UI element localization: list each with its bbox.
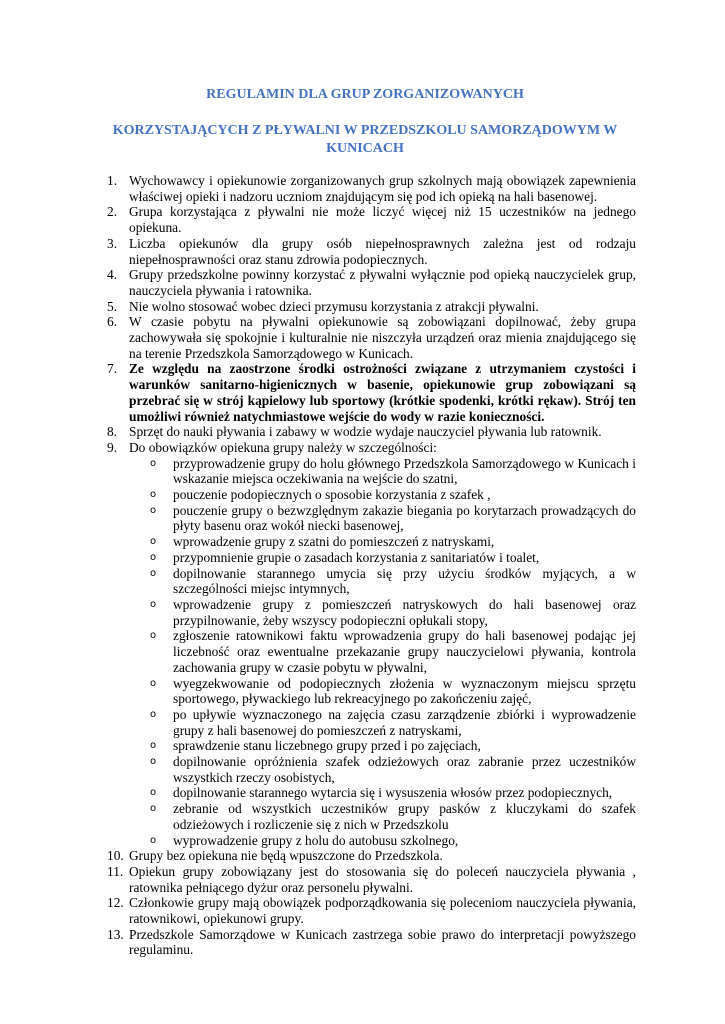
document-subtitle: KORZYSTAJĄCYCH Z PŁYWALNI W PRZEDSZKOLU SAMORZĄDOWYM W KUNICACH [112, 123, 618, 156]
item-text: Grupy bez opiekuna nie będą wpuszczone do Przedszkola. [129, 848, 443, 864]
list-item [96, 299, 636, 315]
list-item [96, 314, 636, 361]
list-item [96, 173, 636, 204]
bullet-icon: o [150, 834, 157, 846]
list-item [96, 848, 636, 864]
duty-item [129, 456, 636, 487]
bullet-icon: o [150, 504, 157, 516]
bullet-icon: o [150, 708, 157, 720]
list-item [96, 267, 636, 298]
item-number: 8. [107, 424, 118, 440]
bullet-icon: o [150, 756, 157, 768]
item-number: 13. [107, 926, 124, 942]
item-number: 6. [107, 314, 118, 330]
duty-item [129, 628, 636, 675]
duty-item [129, 676, 636, 707]
item-number: 3. [107, 235, 118, 251]
bullet-icon: o [150, 677, 157, 689]
duty-text: zebranie od wszystkich uczestników grupy pasków z kluczykami do szafek odzieżowych i rozliczenie się z nich w Przedszkolu [173, 801, 636, 832]
bullet-icon: o [150, 551, 157, 563]
duty-item [129, 738, 636, 754]
bullet-icon: o [150, 787, 157, 799]
item-text: Grupy przedszkolne powinny korzystać z pływalni wyłącznie pod opieką nauczycielek grup, nauczyciela pływania i ratownika. [129, 267, 636, 298]
duty-item [129, 534, 636, 550]
bullet-icon: o [150, 740, 157, 752]
item-number: 11. [107, 863, 124, 879]
bullet-icon: o [150, 536, 157, 548]
list-item [96, 236, 636, 267]
bullet-icon: o [150, 489, 157, 501]
item-number: 5. [107, 298, 118, 314]
item-text: Do obowiązków opiekuna grupy należy w szczególności: [129, 439, 437, 455]
duty-item [129, 550, 636, 566]
duty-text: pouczenie podopiecznych o sposobie korzystania z szafek , [173, 487, 491, 503]
list-item [96, 424, 636, 440]
duty-text: pouczenie grupy o bezwzględnym zakazie biegania po korytarzach prowadzących do płyty basenu oraz wokół niecki basenowej, [173, 502, 636, 534]
item-text: Nie wolno stosować wobec dzieci przymusu korzystania z atrakcji pływalni. [129, 298, 539, 314]
document-title: REGULAMIN DLA GRUP ZORGANIZOWANYCH [206, 87, 524, 102]
bullet-icon: o [150, 803, 157, 815]
duty-item [129, 754, 636, 785]
item-text: Grupa korzystająca z pływalni nie może liczyć więcej niż 15 uczestników na jednego opiekuna. [129, 204, 636, 236]
duty-text: po upływie wyznaczonego na zajęcia czasu zarządzenie zbiórki i wyprowadzenie grupy z hali basenowej do pomieszczeń z natryskami, [173, 706, 636, 738]
item-number: 2. [107, 204, 118, 220]
item-text-bold: Ze względu na zaostrzone środki ostrożności związane z utrzymaniem czystości i warunków sanitarno-higienicznych w basenie, opiekunowie grup zobowiązani są przebrać się w strój kąpielowy lub sportowy (krótkie spodenki, krótki rękaw). Strój ten umożliwi również natychmiastowe wejście do wody w razie konieczności. [129, 361, 636, 424]
bullet-icon: o [150, 630, 157, 642]
list-item [96, 361, 636, 424]
duty-item [129, 487, 636, 503]
duty-text: przypomnienie grupie o zasadach korzystania z sanitariatów i toalet, [173, 549, 540, 565]
bullet-icon: o [150, 567, 157, 579]
item-text: Wychowawcy i opiekunowie zorganizowanych grup szkolnych mają obowiązek zapewnienia właściwej opieki i nadzoru uczniom znajdującym się pod ich opieką na hali basenowej. [129, 173, 636, 204]
item-text: Opiekun grupy zobowiązany jest do stosowania się do poleceń nauczyciela pływania , ratownika pełniącego dyżur oraz personelu pływalni. [129, 863, 636, 895]
duty-item [129, 597, 636, 628]
list-item [96, 204, 636, 235]
duty-text: wyegzekwowanie od podopiecznych złożenia w wyznaczonym miejscu sprzętu sportowego, pływackiego lub rekreacyjnego po zakończeniu zajęć, [173, 675, 636, 707]
duty-text: dopilnowanie starannego wytarcia się i wysuszenia włosów przez podopiecznych, [173, 785, 613, 801]
bullet-icon: o [150, 598, 157, 610]
list-item [96, 927, 636, 958]
regulations-content [96, 173, 636, 958]
duty-item [129, 566, 636, 597]
duty-text: zgłoszenie ratownikowi faktu wprowadzenia grupy do hali basenowej podając jej liczebność oraz ewentualne przekazanie grupy nauczycielowi pływania, kontrola zachowania grupy w czasie pobytu w pływalni, [173, 628, 636, 675]
item-text: Przedszkole Samorządowe w Kunicach zastrzega sobie prawo do interpretacji powyższego regulaminu. [129, 926, 636, 958]
duty-item [129, 707, 636, 738]
item-number: 7. [107, 361, 118, 377]
duty-text: sprawdzenie stanu liczebnego grupy przed i po zajęciach, [173, 738, 481, 754]
duty-text: dopilnowanie starannego umycia się przy użyciu środków myjących, a w szczególności miejsc intymnych, [173, 565, 636, 597]
duty-text: przyprowadzenie grupy do holu głównego Przedszkola Samorządowego w Kunicach i wskazanie miejsca oczekiwania na wejście do szatni, [173, 455, 636, 487]
duty-item [129, 503, 636, 534]
list-item [96, 864, 636, 895]
duty-text: wprowadzenie grupy z pomieszczeń natryskowych do hali basenowej oraz przypilnowanie, żeby wszyscy podopieczni opłukali stopy, [173, 596, 636, 628]
duty-text: wprowadzenie grupy z szatni do pomieszczeń z natryskami, [173, 534, 495, 550]
bullet-icon: o [150, 457, 157, 469]
duty-text: dopilnowanie opróżnienia szafek odzieżowych oraz zabranie przez uczestników wszystkich rzeczy osobistych, [173, 754, 636, 785]
item-number: 1. [107, 173, 118, 188]
item-text: W czasie pobytu na pływalni opiekunowie są zobowiązani dopilnować, żeby grupa zachowywała się spokojnie i kulturalnie nie niszczyła urządzeń oraz mienia znajdującego się na terenie Przedszkola Samorządowego w Kunicach. [129, 314, 636, 361]
item-number: 9. [107, 439, 118, 455]
item-text: Sprzęt do nauki pływania i zabawy w wodzie wydaje nauczyciel pływania lub ratownik. [129, 424, 602, 440]
item-number: 4. [107, 267, 118, 283]
item-text: Członkowie grupy mają obowiązek podporządkowania się poleceniom nauczyciela pływania, ratownikowi, opiekunowi grupy. [129, 895, 636, 927]
duties-list [129, 456, 636, 849]
item-number: 10. [107, 848, 124, 864]
regulations-list [96, 173, 636, 958]
duty-text: wyprowadzenie grupy z holu do autobusu szkolnego, [173, 832, 459, 848]
duty-item [129, 833, 636, 849]
list-item [96, 440, 636, 848]
item-number: 12. [107, 895, 124, 911]
duty-item [129, 801, 636, 832]
duty-item [129, 785, 636, 801]
list-item [96, 895, 636, 926]
item-text: Liczba opiekunów dla grupy osób niepełnosprawnych zależna jest od rodzaju niepełnosprawności oraz stanu zdrowia podopiecznych. [129, 235, 636, 267]
